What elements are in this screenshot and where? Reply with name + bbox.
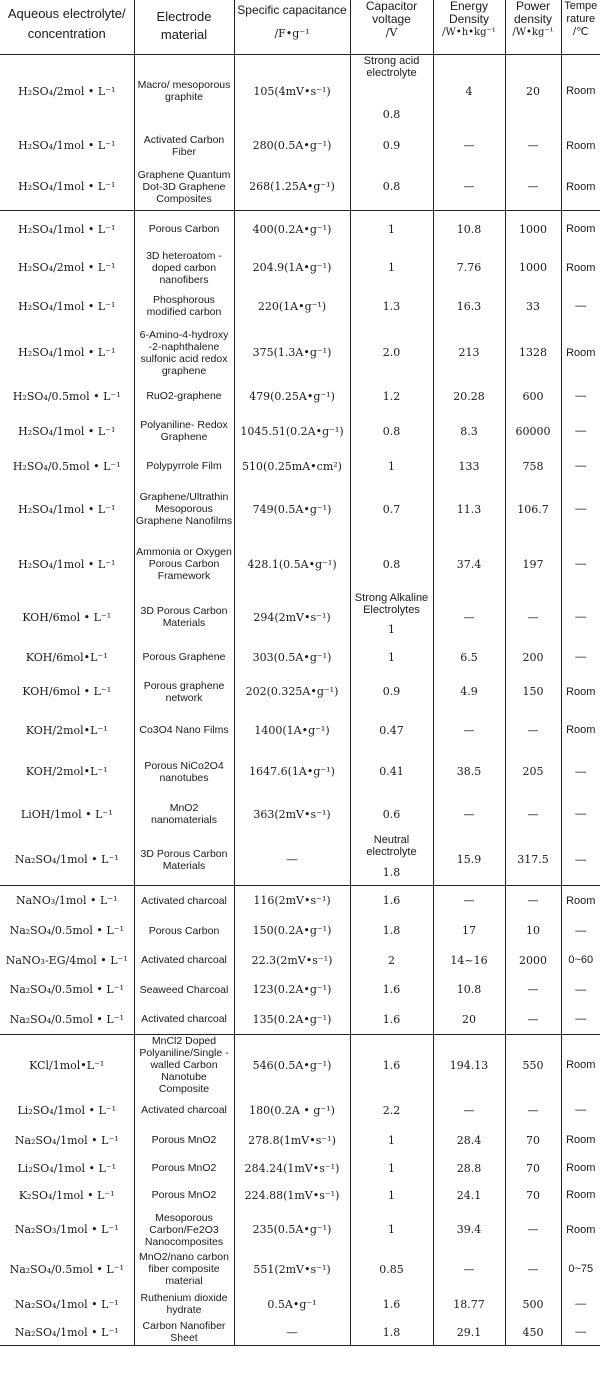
voltage-cell: 1.8 xyxy=(350,916,433,946)
temperature-cell: Room xyxy=(561,1209,600,1250)
energy-density-cell: 4.9 xyxy=(433,672,505,711)
table-row xyxy=(0,916,600,946)
power-density-cell: — xyxy=(505,1209,561,1250)
energy-density-cell: — xyxy=(433,886,505,916)
voltage-cell: 0.8 xyxy=(350,536,433,592)
energy-density-cell: 8.3 xyxy=(433,412,505,450)
capacitance-cell: 123(0.2A•g⁻¹) xyxy=(234,975,350,1005)
material-cell: RuO2-graphene xyxy=(134,380,234,412)
power-density-cell: — xyxy=(505,1005,561,1035)
capacitance-cell: 284.24(1mV•s⁻¹) xyxy=(234,1155,350,1181)
temperature-cell: Room xyxy=(561,210,600,248)
capacitance-cell: 1400(1A•g⁻¹) xyxy=(234,711,350,749)
material-cell: Porous Carbon xyxy=(134,210,234,248)
capacitance-cell: 479(0.25A•g⁻¹) xyxy=(234,380,350,412)
electrolyte-cell: Na₂SO₄/1mol • L⁻¹ xyxy=(0,1320,134,1345)
power-density-cell: 10 xyxy=(505,916,561,946)
electrolyte-cell: H₂SO₄/2mol • L⁻¹ xyxy=(18,84,116,98)
voltage-cell: 0.8 xyxy=(350,412,433,450)
capacitance-cell: 135(0.2A•g⁻¹) xyxy=(234,1005,350,1035)
material-cell: Phosphorous modified carbon xyxy=(134,287,234,325)
col-header-voltage xyxy=(350,0,433,55)
energy-density-cell: — xyxy=(433,127,505,164)
energy-density-cell: 37.4 xyxy=(433,536,505,592)
header-row xyxy=(0,0,600,55)
electrolyte-cell: H₂SO₄/1mol • L⁻¹ xyxy=(18,502,116,516)
temperature-cell: Room xyxy=(561,55,600,128)
section-label: Strong Alkaline Electrolytes xyxy=(354,592,429,616)
power-density-cell: — xyxy=(505,975,561,1005)
energy-density-cell: — xyxy=(433,794,505,834)
temperature-cell: — xyxy=(561,1288,600,1320)
power-density-cell: 1000 xyxy=(505,248,561,287)
electrolyte-cell: KOH/6mol • L⁻¹ xyxy=(22,610,112,624)
material-cell: Co3O4 Nano Films xyxy=(134,711,234,749)
power-density-cell: 60000 xyxy=(505,412,561,450)
table-row xyxy=(0,482,600,536)
capacitance-cell: 235(0.5A•g⁻¹) xyxy=(234,1209,350,1250)
col-header-temperature xyxy=(561,0,600,55)
voltage-cell: 1 xyxy=(350,1155,433,1181)
electrolyte-cell: K₂SO₄/1mol • L⁻¹ xyxy=(18,1188,115,1202)
energy-density-cell: 29.1 xyxy=(433,1320,505,1345)
electrolyte-cell: H₂SO₄/1mol • L⁻¹ xyxy=(18,299,116,313)
material-cell: Activated charcoal xyxy=(134,1005,234,1035)
material-cell: Porous MnO2 xyxy=(134,1125,234,1155)
table-row xyxy=(0,1288,600,1320)
capacitance-cell: 0.5A•g⁻¹ xyxy=(234,1288,350,1320)
material-cell: Graphene/Ultrathin Mesoporous Graphene Nanofilms xyxy=(134,482,234,536)
capacitance-cell: 428.1(0.5A•g⁻¹) xyxy=(234,536,350,592)
energy-density-cell: 10.8 xyxy=(433,975,505,1005)
temperature-cell: — xyxy=(561,482,600,536)
voltage-cell: 0.9 xyxy=(350,127,433,164)
energy-density-cell: 14~16 xyxy=(433,946,505,975)
capacitance-cell: — xyxy=(234,834,350,886)
capacitance-cell: 1045.51(0.2A•g⁻¹) xyxy=(234,412,350,450)
section-label: Strong acid electrolyte xyxy=(363,55,420,79)
electrolyte-cell: H₂SO₄/0.5mol • L⁻¹ xyxy=(12,389,121,403)
material-cell: Carbon Nanofiber Sheet xyxy=(134,1320,234,1345)
capacitance-cell: 224.88(1mV•s⁻¹) xyxy=(234,1181,350,1209)
capacitance-cell: 400(0.2A•g⁻¹) xyxy=(234,210,350,248)
table-row xyxy=(0,1320,600,1345)
capacitance-cell: 546(0.5A•g⁻¹) xyxy=(234,1035,350,1096)
electrolyte-cell: Na₂SO₄/1mol • L⁻¹ xyxy=(14,1297,119,1311)
capacitance-cell: 278.8(1mV•s⁻¹) xyxy=(234,1125,350,1155)
energy-density-cell: 11.3 xyxy=(433,482,505,536)
capacitance-cell: 1647.6(1A•g⁻¹) xyxy=(234,749,350,794)
table-row xyxy=(0,1035,600,1096)
voltage-header-name: Capacitor voltage xyxy=(365,0,418,26)
energy-density-cell: 16.3 xyxy=(433,287,505,325)
table-row xyxy=(0,1125,600,1155)
voltage-cell: 1 xyxy=(350,642,433,672)
material-cell: 3D heteroatom -doped carbon nanofibers xyxy=(134,248,234,287)
temperature-header-name: Temperature xyxy=(564,0,598,25)
voltage-cell: 1 xyxy=(350,248,433,287)
table-row xyxy=(0,975,600,1005)
material-cell: Polyaniline- Redox Graphene xyxy=(134,412,234,450)
electrolyte-cell: KOH/6mol • L⁻¹ xyxy=(22,685,112,698)
temperature-cell: — xyxy=(561,794,600,834)
energy-density-cell: 20.28 xyxy=(433,380,505,412)
electrolyte-cell: KOH/2mol•L⁻¹ xyxy=(25,723,108,737)
power-density-cell: 450 xyxy=(505,1320,561,1345)
voltage-cell: 1.6 xyxy=(350,886,433,916)
power-density-cell: 1328 xyxy=(505,325,561,380)
voltage-cell: 0.47 xyxy=(350,711,433,749)
table-row xyxy=(0,749,600,794)
table-row xyxy=(0,127,600,164)
energy-density-cell: 28.4 xyxy=(433,1125,505,1155)
voltage-cell: 0.8 xyxy=(350,164,433,210)
material-cell: Seaweed Charcoal xyxy=(134,975,234,1005)
power-density-cell: — xyxy=(505,711,561,749)
table-row xyxy=(0,1095,600,1125)
col-header-material: Electrode material xyxy=(134,0,234,55)
table-row xyxy=(0,210,600,248)
temperature-cell: — xyxy=(561,834,600,886)
power-density-cell: 70 xyxy=(505,1181,561,1209)
electrolyte-cell: LiOH/1mol • L⁻¹ xyxy=(20,807,113,821)
power-density-cell: 550 xyxy=(505,1035,561,1096)
temperature-cell: Room xyxy=(561,1181,600,1209)
material-cell: Porous NiCo2O4 nanotubes xyxy=(134,749,234,794)
energy-header-name: Energy Density xyxy=(448,0,489,26)
voltage-cell: 1 xyxy=(350,210,433,248)
material-cell: Porous MnO2 xyxy=(134,1155,234,1181)
table-row xyxy=(0,248,600,287)
material-cell: Ruthenium dioxide hydrate xyxy=(134,1288,234,1320)
voltage-cell: 1 xyxy=(350,1209,433,1250)
energy-density-cell: 4 xyxy=(433,55,505,128)
power-density-cell: 106.7 xyxy=(505,482,561,536)
energy-density-cell: 39.4 xyxy=(433,1209,505,1250)
capacitance-cell: 294(2mV•s⁻¹) xyxy=(234,592,350,642)
energy-header-unit: /W•h•kg⁻¹ xyxy=(442,27,496,38)
material-cell: Macro/ mesoporous graphite xyxy=(134,55,234,128)
voltage-value: 1 xyxy=(388,623,395,636)
voltage-cell: 1.3 xyxy=(350,287,433,325)
power-density-cell: 758 xyxy=(505,450,561,482)
energy-density-cell: 38.5 xyxy=(433,749,505,794)
temperature-cell: — xyxy=(561,450,600,482)
table-row xyxy=(0,450,600,482)
temperature-cell: Room xyxy=(561,1125,600,1155)
table-body xyxy=(0,55,600,1346)
capacitance-cell: 510(0.25mA•cm²) xyxy=(234,450,350,482)
electrolyte-cell: H₂SO₄/1mol • L⁻¹ xyxy=(18,180,116,194)
electrolyte-cell: Na₂SO₄/0.5mol • L⁻¹ xyxy=(9,1012,124,1026)
voltage-cell: 0.9 xyxy=(350,672,433,711)
capacitance-cell: 268(1.25A•g⁻¹) xyxy=(234,164,350,210)
electrolyte-cell: Na₂SO₄/1mol • L⁻¹ xyxy=(14,853,119,866)
energy-density-cell: — xyxy=(433,164,505,210)
power-density-cell: 20 xyxy=(505,55,561,128)
material-cell: MnO2 nanomaterials xyxy=(134,794,234,834)
temperature-cell: — xyxy=(561,1095,600,1125)
power-density-cell: — xyxy=(505,164,561,210)
power-density-cell: 317.5 xyxy=(505,834,561,886)
electrolyte-cell: Na₂SO₃/1mol • L⁻¹ xyxy=(14,1223,119,1236)
energy-density-cell: 133 xyxy=(433,450,505,482)
temperature-cell: Room xyxy=(561,886,600,916)
table-row xyxy=(0,536,600,592)
power-density-cell: 70 xyxy=(505,1125,561,1155)
table-row xyxy=(0,1005,600,1035)
voltage-cell: 1.8 xyxy=(350,1320,433,1345)
energy-density-cell: 24.1 xyxy=(433,1181,505,1209)
electrolyte-cell: Na₂SO₄/0.5mol • L⁻¹ xyxy=(9,983,124,996)
capacitance-header-unit: /F•g⁻¹ xyxy=(274,27,310,40)
voltage-cell: 0.41 xyxy=(350,749,433,794)
capacitance-cell: 303(0.5A•g⁻¹) xyxy=(234,642,350,672)
material-cell: Activated charcoal xyxy=(134,946,234,975)
material-cell: MnCl2 Doped Polyaniline/Single -walled Carbon Nanotube Composite xyxy=(134,1035,234,1096)
capacitance-cell: 363(2mV•s⁻¹) xyxy=(234,794,350,834)
table-row xyxy=(0,711,600,749)
capacitance-cell: 749(0.5A•g⁻¹) xyxy=(234,482,350,536)
material-cell: Polypyrrole Film xyxy=(134,450,234,482)
power-density-cell: — xyxy=(505,886,561,916)
power-density-cell: 500 xyxy=(505,1288,561,1320)
energy-density-cell: — xyxy=(433,711,505,749)
energy-density-cell: 7.76 xyxy=(433,248,505,287)
power-density-cell: 1000 xyxy=(505,210,561,248)
voltage-cell xyxy=(350,592,433,642)
temperature-cell: — xyxy=(561,412,600,450)
capacitance-header-name: Specific capacitance xyxy=(237,3,347,17)
power-density-cell: 150 xyxy=(505,672,561,711)
voltage-cell: 0.6 xyxy=(350,794,433,834)
capacitance-cell: 220(1A•g⁻¹) xyxy=(234,287,350,325)
capacitance-cell: 105(4mV•s⁻¹) xyxy=(234,55,350,128)
power-density-cell: — xyxy=(505,794,561,834)
table-row xyxy=(0,412,600,450)
capacitance-cell: 204.9(1A•g⁻¹) xyxy=(234,248,350,287)
power-density-cell: 205 xyxy=(505,749,561,794)
temperature-cell: — xyxy=(561,536,600,592)
voltage-cell xyxy=(350,834,433,886)
energy-density-cell: 28.8 xyxy=(433,1155,505,1181)
table-row xyxy=(0,55,600,128)
energy-density-cell: — xyxy=(433,1250,505,1288)
temperature-cell: — xyxy=(561,1005,600,1035)
voltage-cell: 0.7 xyxy=(350,482,433,536)
table-row xyxy=(0,672,600,711)
capacitance-cell: 116(2mV•s⁻¹) xyxy=(234,886,350,916)
section-label: Neutral electrolyte xyxy=(366,834,417,858)
power-density-cell: 2000 xyxy=(505,946,561,975)
temperature-cell: 0~60 xyxy=(561,946,600,975)
temperature-cell: Room xyxy=(561,1035,600,1096)
material-cell: Activated charcoal xyxy=(134,1095,234,1125)
capacitance-cell: 150(0.2A•g⁻¹) xyxy=(234,916,350,946)
energy-density-cell: 213 xyxy=(433,325,505,380)
electrolyte-cell: KOH/6mol•L⁻¹ xyxy=(25,650,108,664)
capacitance-cell: 180(0.2A • g⁻¹) xyxy=(234,1095,350,1125)
capacitance-cell: 22.3(2mV•s⁻¹) xyxy=(234,946,350,975)
col-header-electrolyte: Aqueous electrolyte/ concentration xyxy=(0,0,134,55)
power-density-cell: 200 xyxy=(505,642,561,672)
table-row xyxy=(0,164,600,210)
col-header-capacitance xyxy=(234,0,350,55)
electrolyte-cell: Na₂SO₄/0.5mol • L⁻¹ xyxy=(9,1262,124,1276)
voltage-cell: 1 xyxy=(350,450,433,482)
electrolyte-cell: H₂SO₄/1mol • L⁻¹ xyxy=(18,139,116,152)
voltage-cell xyxy=(350,55,433,128)
electrolyte-cell: H₂SO₄/1mol • L⁻¹ xyxy=(18,424,116,438)
electrolyte-cell: H₂SO₄/1mol • L⁻¹ xyxy=(18,346,116,359)
material-cell: Porous graphene network xyxy=(134,672,234,711)
voltage-value: 0.8 xyxy=(382,108,401,121)
electrolyte-cell: NaNO₃-EG/4mol • L⁻¹ xyxy=(5,953,128,967)
temperature-cell: Room xyxy=(561,325,600,380)
table-row xyxy=(0,1209,600,1250)
energy-density-cell: 10.8 xyxy=(433,210,505,248)
material-cell: Porous Graphene xyxy=(134,642,234,672)
electrolyte-cell: Na₂SO₄/1mol • L⁻¹ xyxy=(14,1133,119,1147)
material-cell: MnO2/nano carbon fiber composite material xyxy=(134,1250,234,1288)
material-cell: 6-Amino-4-hydroxy -2-naphthalene sulfonic acid redox graphene xyxy=(134,325,234,380)
electrolyte-cell: KCl/1mol•L⁻¹ xyxy=(0,1035,134,1096)
material-cell: Mesoporous Carbon/Fe2O3 Nanocomposites xyxy=(134,1209,234,1250)
electrolyte-cell: Li₂SO₄/1mol • L⁻¹ xyxy=(17,1161,116,1175)
power-header-unit: /W•kg⁻¹ xyxy=(512,27,554,38)
voltage-header-unit: /V xyxy=(385,26,398,39)
voltage-cell: 2 xyxy=(350,946,433,975)
temperature-header-unit: /℃ xyxy=(573,26,589,38)
material-cell: Porous Carbon xyxy=(134,916,234,946)
electrolyte-cell: H₂SO₄/1mol • L⁻¹ xyxy=(0,210,134,248)
power-density-cell: 33 xyxy=(505,287,561,325)
power-density-cell: — xyxy=(505,592,561,642)
temperature-cell: — xyxy=(561,749,600,794)
voltage-cell: 0.85 xyxy=(350,1250,433,1288)
power-density-cell: 70 xyxy=(505,1155,561,1181)
temperature-cell: — xyxy=(561,592,600,642)
electrolyte-cell: KOH/2mol•L⁻¹ xyxy=(25,765,108,778)
material-cell: Ammonia or Oxygen Porous Carbon Framework xyxy=(134,536,234,592)
temperature-cell: Room xyxy=(561,711,600,749)
electrolyte-cell: NaNO₃/1mol • L⁻¹ xyxy=(0,886,134,916)
table-row xyxy=(0,946,600,975)
voltage-cell: 1.6 xyxy=(350,1005,433,1035)
col-header-power xyxy=(505,0,561,55)
table-row xyxy=(0,642,600,672)
voltage-cell: 2.0 xyxy=(350,325,433,380)
temperature-cell: Room xyxy=(561,164,600,210)
energy-density-cell: — xyxy=(433,592,505,642)
electrolyte-cell: H₂SO₄/0.5mol • L⁻¹ xyxy=(12,459,121,473)
table-row xyxy=(0,1181,600,1209)
material-cell: 3D Porous Carbon Materials xyxy=(134,592,234,642)
voltage-cell: 1.6 xyxy=(350,1035,433,1096)
voltage-cell: 1 xyxy=(350,1181,433,1209)
temperature-cell: — xyxy=(561,916,600,946)
material-cell: Porous MnO2 xyxy=(134,1181,234,1209)
power-density-cell: 197 xyxy=(505,536,561,592)
table-row xyxy=(0,886,600,916)
voltage-cell: 1.6 xyxy=(350,975,433,1005)
table-row xyxy=(0,794,600,834)
voltage-cell: 1.2 xyxy=(350,380,433,412)
material-cell: 3D Porous Carbon Materials xyxy=(134,834,234,886)
temperature-cell: — xyxy=(561,380,600,412)
energy-density-cell: — xyxy=(433,1095,505,1125)
voltage-value: 1.8 xyxy=(382,866,401,879)
material-cell: Activated Carbon Fiber xyxy=(134,127,234,164)
col-header-energy xyxy=(433,0,505,55)
temperature-cell: — xyxy=(561,975,600,1005)
capacitance-cell: 551(2mV•s⁻¹) xyxy=(234,1250,350,1288)
electrolyte-cell: Li₂SO₄/1mol • L⁻¹ xyxy=(17,1103,116,1117)
temperature-cell: 0~75 xyxy=(561,1250,600,1288)
table-row xyxy=(0,592,600,642)
capacitance-cell: — xyxy=(234,1320,350,1345)
electrolyte-cell: Na₂SO₄/0.5mol • L⁻¹ xyxy=(9,924,124,937)
voltage-cell: 1.6 xyxy=(350,1288,433,1320)
voltage-cell: 1 xyxy=(350,1125,433,1155)
power-density-cell: — xyxy=(505,127,561,164)
temperature-cell: Room xyxy=(561,248,600,287)
energy-density-cell: 18.77 xyxy=(433,1288,505,1320)
table-row xyxy=(0,287,600,325)
power-density-cell: — xyxy=(505,1250,561,1288)
table-row xyxy=(0,1155,600,1181)
capacitance-cell: 280(0.5A•g⁻¹) xyxy=(234,127,350,164)
energy-density-cell: 17 xyxy=(433,916,505,946)
material-cell: Activated charcoal xyxy=(134,886,234,916)
table-row xyxy=(0,1250,600,1288)
capacitance-cell: 202(0.325A•g⁻¹) xyxy=(234,672,350,711)
energy-density-cell: 15.9 xyxy=(433,834,505,886)
energy-density-cell: 20 xyxy=(433,1005,505,1035)
electrolyte-cell: H₂SO₄/2mol • L⁻¹ xyxy=(18,261,116,274)
table-row xyxy=(0,325,600,380)
power-density-cell: — xyxy=(505,1095,561,1125)
power-header-name: Power density xyxy=(513,0,553,26)
power-density-cell: 600 xyxy=(505,380,561,412)
material-cell: Graphene Quantum Dot-3D Graphene Composites xyxy=(134,164,234,210)
temperature-cell: — xyxy=(561,1320,600,1345)
temperature-cell: Room xyxy=(561,127,600,164)
temperature-cell: — xyxy=(561,642,600,672)
energy-density-cell: 194.13 xyxy=(433,1035,505,1096)
electrolyte-cell: H₂SO₄/1mol • L⁻¹ xyxy=(18,557,116,571)
table-row xyxy=(0,834,600,886)
voltage-cell: 2.2 xyxy=(350,1095,433,1125)
capacitance-cell: 375(1.3A•g⁻¹) xyxy=(234,325,350,380)
energy-density-cell: 6.5 xyxy=(433,642,505,672)
table-row xyxy=(0,380,600,412)
temperature-cell: Room xyxy=(561,672,600,711)
temperature-cell: — xyxy=(561,287,600,325)
temperature-cell: Room xyxy=(561,1155,600,1181)
